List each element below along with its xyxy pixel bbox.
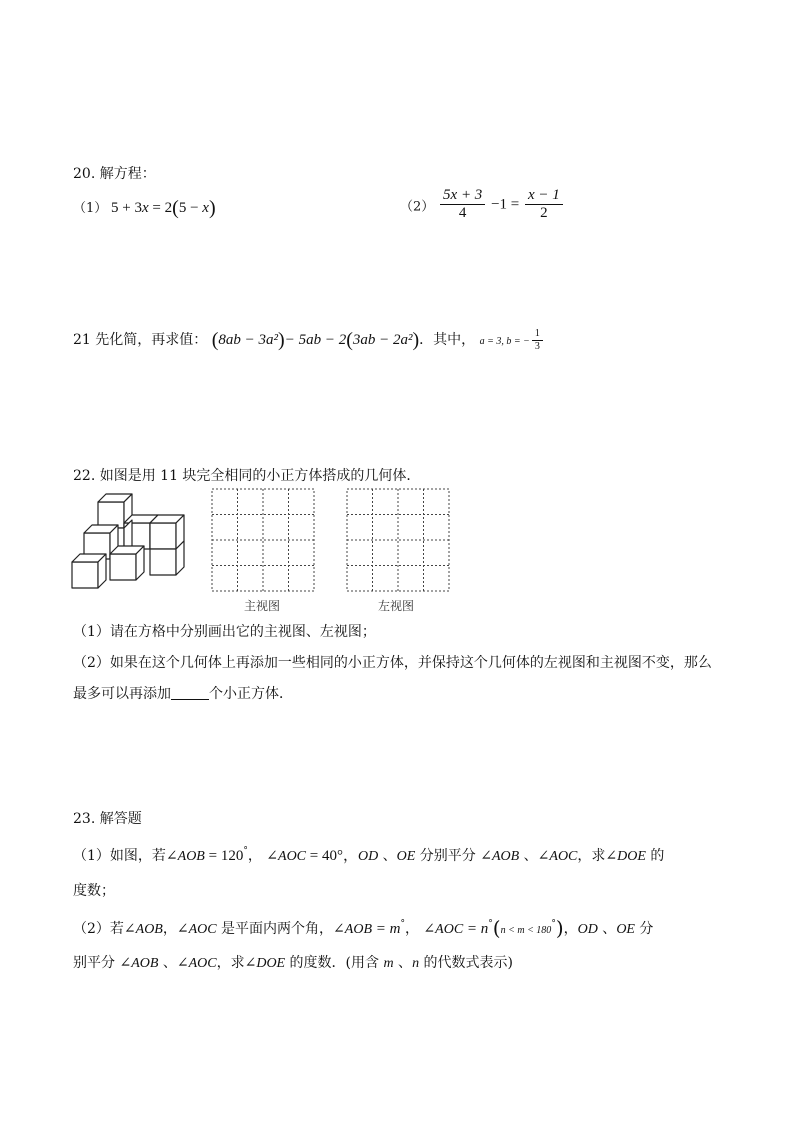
angle-aoc: AOC <box>188 956 217 971</box>
q22-part2-line2-a: 最多可以再添加 <box>73 686 171 702</box>
q23-part1-line2: 度数； <box>73 883 115 899</box>
q23-text: 的代数式表示) <box>419 955 513 971</box>
variable-n: n <box>412 956 420 971</box>
q20-p2-label: （2） <box>400 199 435 215</box>
q20-p1-inner: 5 − <box>178 200 203 216</box>
q23-text: 分别平分 ∠ <box>415 848 492 864</box>
q23-value: = 120 <box>204 848 244 864</box>
q21-number: 21 <box>73 332 91 348</box>
answer-blank[interactable] <box>171 687 209 700</box>
q20-part2 <box>400 187 565 223</box>
ray-od: OD <box>577 922 598 937</box>
q22-part2-line2-b: 个小正方体． <box>209 686 293 702</box>
q23-text: 、 <box>378 848 397 864</box>
q22-part2-line2 <box>73 683 293 703</box>
ray-oe: OE <box>616 922 635 937</box>
variable-m: m <box>383 956 394 971</box>
ray-oe: OE <box>396 849 416 864</box>
q23-condition: n < m < 180 <box>500 925 552 936</box>
left-view-caption: 左视图 <box>378 599 415 613</box>
q23-text: 是平面内两个角，∠ <box>216 921 345 937</box>
q23-title: 23. 解答题 <box>73 811 142 827</box>
q23-part1-line1: （1）如图，若∠AOB = 120°， ∠AOC = 40°，OD 、OE 分别平分 ∠AOB 、∠AOC，求∠DOE 的 <box>73 846 665 864</box>
angle-aoc: AOC <box>435 922 464 937</box>
q21-expr-c: 3ab − 2a² <box>352 332 413 348</box>
front-view-grid[interactable] <box>211 488 315 592</box>
q21-expr-b: − 5ab − 2 <box>284 332 347 348</box>
cube <box>72 554 106 588</box>
cube <box>150 515 184 549</box>
q23-text: ， <box>563 921 578 937</box>
q23-text: （1）如图，若∠ <box>73 848 178 864</box>
q23-text: 、 <box>393 955 413 971</box>
angle-doe: DOE <box>617 849 646 864</box>
q20-p2-frac2-num: x − 1 <box>525 187 563 205</box>
q23-text: ， ∠ <box>247 848 279 864</box>
angle-aoc: AOC <box>188 922 217 937</box>
angle-aob: AOB <box>491 849 520 864</box>
cube <box>110 546 144 580</box>
angle-aob: AOB <box>177 849 205 864</box>
q20-part1: （1） 5 + 3x = 2(5 − x) <box>73 197 216 219</box>
q21-text-after: ．其中， <box>419 332 476 348</box>
q20-p1-inner-x: x <box>202 200 209 216</box>
q23-value: = 40°， <box>306 848 358 864</box>
q23-text: ，∠ <box>162 921 189 937</box>
angle-aoc: AOC <box>549 849 578 864</box>
q23-value: = n <box>463 921 489 937</box>
q23-text: ，求∠ <box>577 848 618 864</box>
q23-part2-line2 <box>73 952 513 972</box>
left-view-grid[interactable] <box>346 488 450 592</box>
q23-value: = m <box>372 921 401 937</box>
ray-od: OD <box>357 849 379 864</box>
q20-title: 20. 解方程： <box>73 166 156 182</box>
angle-aoc: AOC <box>278 849 307 864</box>
q23-text: 、∠ <box>158 955 189 971</box>
q23-text: 的度数．(用含 <box>285 955 384 971</box>
q20-p1-left: 5 + 3 <box>111 200 142 216</box>
q23-text: ， ∠ <box>404 921 436 937</box>
q20-p2-frac1-num: 5x + 3 <box>440 187 485 205</box>
q22-part1: （1）请在方格中分别画出它的主视图、左视图； <box>73 624 376 640</box>
q21-cond-den: 3 <box>534 340 540 352</box>
angle-aob: AOB <box>131 956 159 971</box>
q23-part2-line1: （2）若∠AOB，∠AOC 是平面内两个角，∠AOB = m°， ∠AOC = n°(n < m < 180°)，OD 、OE 分 <box>73 916 654 940</box>
q21-text: 先化简，再求值： <box>95 332 208 348</box>
q21-line: 21 先化简，再求值： (8ab − 3a²)− 5ab − 2(3ab − 2a²)．其中， a = 3, b = − $\frac{1}{3}$ <box>73 328 545 352</box>
q21-cond-num: 1 <box>532 328 543 341</box>
q23-text: （2）若∠ <box>73 921 136 937</box>
q22-part2-line1: （2）如果在这个几何体上再添加一些相同的小正方体，并保持这个几何体的左视图和主视图不变，那么 <box>73 655 712 671</box>
q21-expr-a: 8ab − 3a² <box>218 332 279 348</box>
q23-text: 的 <box>645 848 665 864</box>
q22-title: 22. 如图是用 11 块完全相同的小正方体搭成的几何体． <box>73 468 421 484</box>
q23-text: 别平分 ∠ <box>73 955 132 971</box>
front-view-caption: 主视图 <box>244 599 281 613</box>
angle-doe: DOE <box>256 956 286 971</box>
q21-cond: a = 3, b = − <box>479 336 530 347</box>
q23-text: ，求∠ <box>216 955 257 971</box>
q20-p2-mid: −1 = <box>491 196 520 213</box>
q20-p2-frac2-den: 2 <box>540 205 548 222</box>
q20-p1-label: （1） <box>73 201 108 216</box>
q20-p2-frac1-den: 4 <box>458 205 467 222</box>
q20-p1-mid: = 2 <box>148 200 173 216</box>
q23-text: 、 <box>597 921 617 937</box>
angle-aob: AOB <box>344 922 372 937</box>
q20-p1-x: x <box>142 200 149 216</box>
q23-text: 、∠ <box>519 848 550 864</box>
cube-figure <box>70 488 195 590</box>
angle-aob: AOB <box>135 922 163 937</box>
q23-text: 分 <box>634 921 654 937</box>
